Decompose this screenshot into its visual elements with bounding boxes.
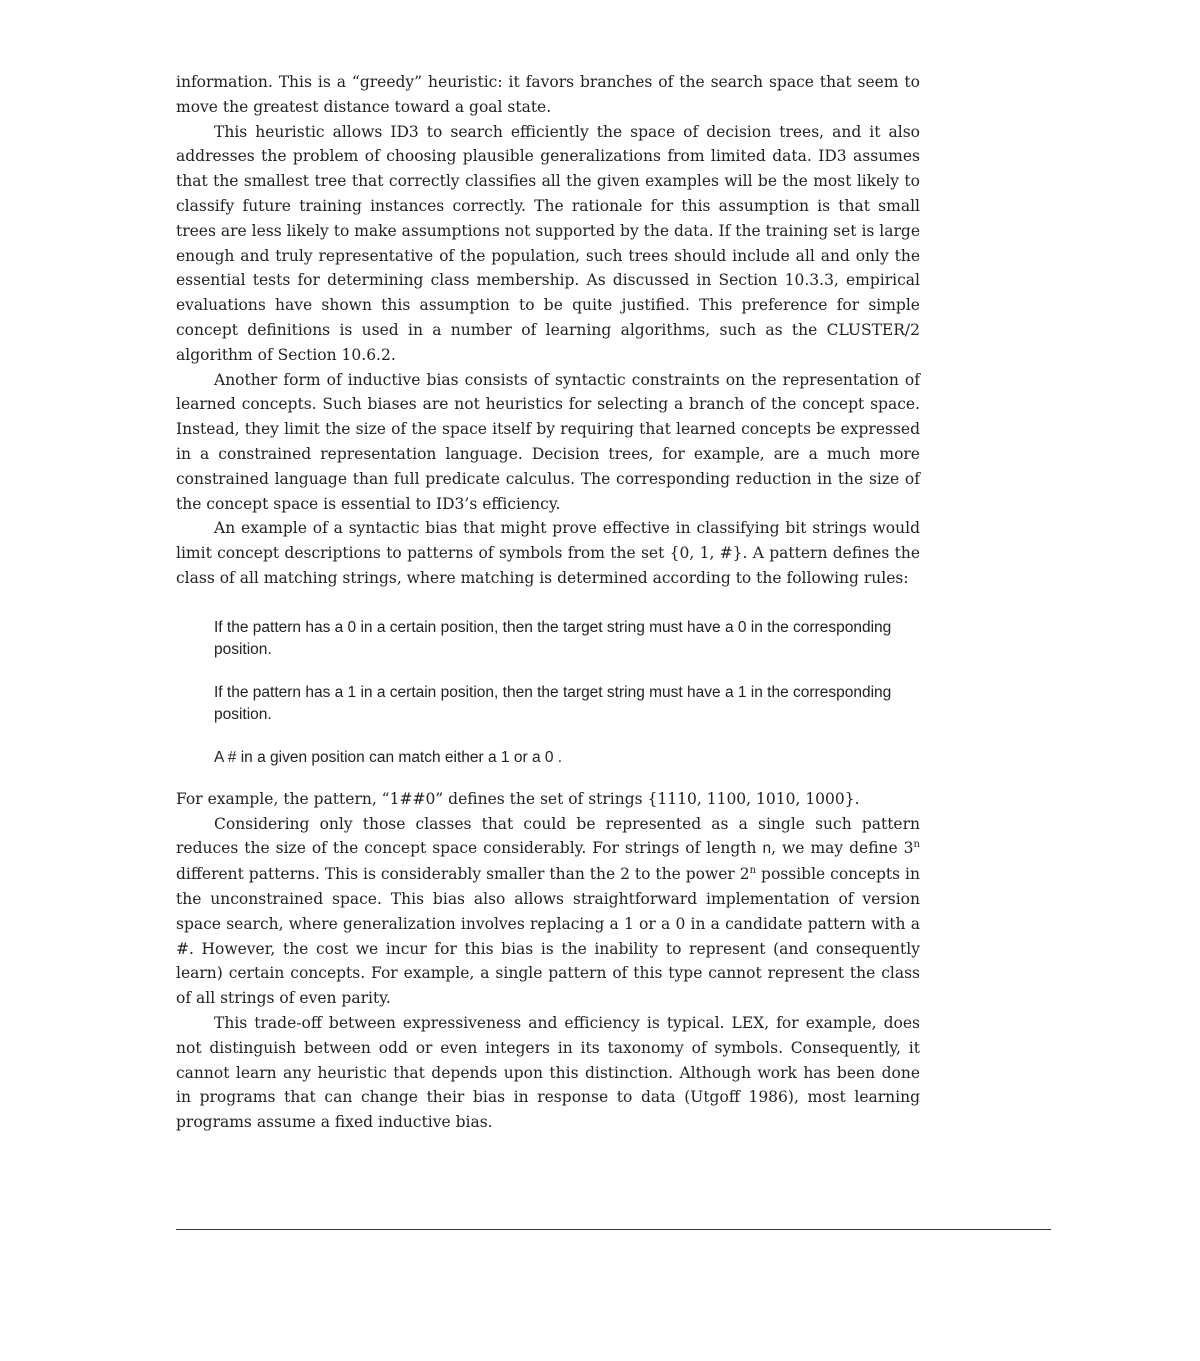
rule-hash: A # in a given position can match either a 1 or a 0 . [214,748,563,766]
rule-one: If the pattern has a 1 in a certain position, then the target string must have a 1 in the corresponding position. [214,683,892,723]
rule-zero: If the pattern has a 0 in a certain position, then the target string must have a 0 in the corresponding position. [214,618,892,658]
paragraph-3: Another form of inductive bias consists of syntactic constraints on the representation of learned concepts. Such biases are not heuristics for selecting a branch of the concept space. Instead, they limit the size of the space itself by requiring that learned concepts be expressed in a constrained representation language. Decision trees, for example, are a much more constrained language than full predicate calculus. The corresponding reduction in the size of the concept space is essential to ID3’s efficiency. [176,370,920,513]
variable-n: n [762,840,772,858]
superscript-n-1: n [913,839,920,851]
example-line: For example, the pattern, “1##0” defines the set of strings {1110, 1100, 1010, 1000}. [176,789,860,808]
paragraph-2: This heuristic allows ID3 to search efficiently the space of decision trees, and it also addresses the problem of choosing plausible generalizations from limited data. ID3 assumes that the smallest tree that correctly classifies all the given examples will be the most likely to classify future training instances correctly. The rationale for this assumption is that small trees are less likely to make assumptions not supported by the data. If the training set is large enough and truly representative of the population, such trees should include all and only the essential tests for determining class membership. As discussed in Section 10.3.3, empirical evaluations have shown this assumption to be quite justified. This preference for simple concept definitions is used in a number of learning algorithms, such as the CLUSTER/2 algorithm of Section 10.6.2. [176,122,920,364]
document-page [176,70,920,1135]
footer-divider [176,1229,1051,1230]
superscript-n-2: n [749,864,757,876]
paragraph-6: This trade-off between expressiveness and efficiency is typical. LEX, for example, does not distinguish between odd or even integers in its taxonomy of symbols. Consequently, it cannot learn any heuristic that depends upon this distinction. Although work has been done in programs that can change their bias in response to data (Utgoff 1986), most learning programs assume a fixed inductive bias. [176,1013,920,1132]
paragraph-5-part-1: Considering only those classes that could be represented as a single such pattern reduces the size of the concept space considerably. For strings of length [176,814,920,858]
matching-rules-list [214,617,918,769]
paragraph-1: information. This is a “greedy” heuristic: it favors branches of the search space that seem to move the greatest distance toward a goal state. [176,73,920,116]
paragraph-5 [176,812,920,1011]
paragraph-5-part-2: , we may define 3 [771,839,914,858]
paragraph-5-part-3: different patterns. This is considerably smaller than the 2 to the power 2 [176,865,750,884]
paragraph-4: An example of a syntactic bias that might prove effective in classifying bit strings would limit concept descriptions to patterns of symbols from the set {0, 1, #}. A pattern defines the class of all matching strings, where matching is determined according to the following rules: [176,519,920,587]
paragraph-5-part-4: possible concepts in the unconstrained space. This bias also allows straightforward implementation of version space search, where generalization involves replacing a 1 or a 0 in a candidate pattern with a #. However, the cost we incur for this bias is the inability to represent (and consequently learn) certain concepts. For example, a single pattern of this type cannot represent the class of all strings of even parity. [176,865,920,1008]
